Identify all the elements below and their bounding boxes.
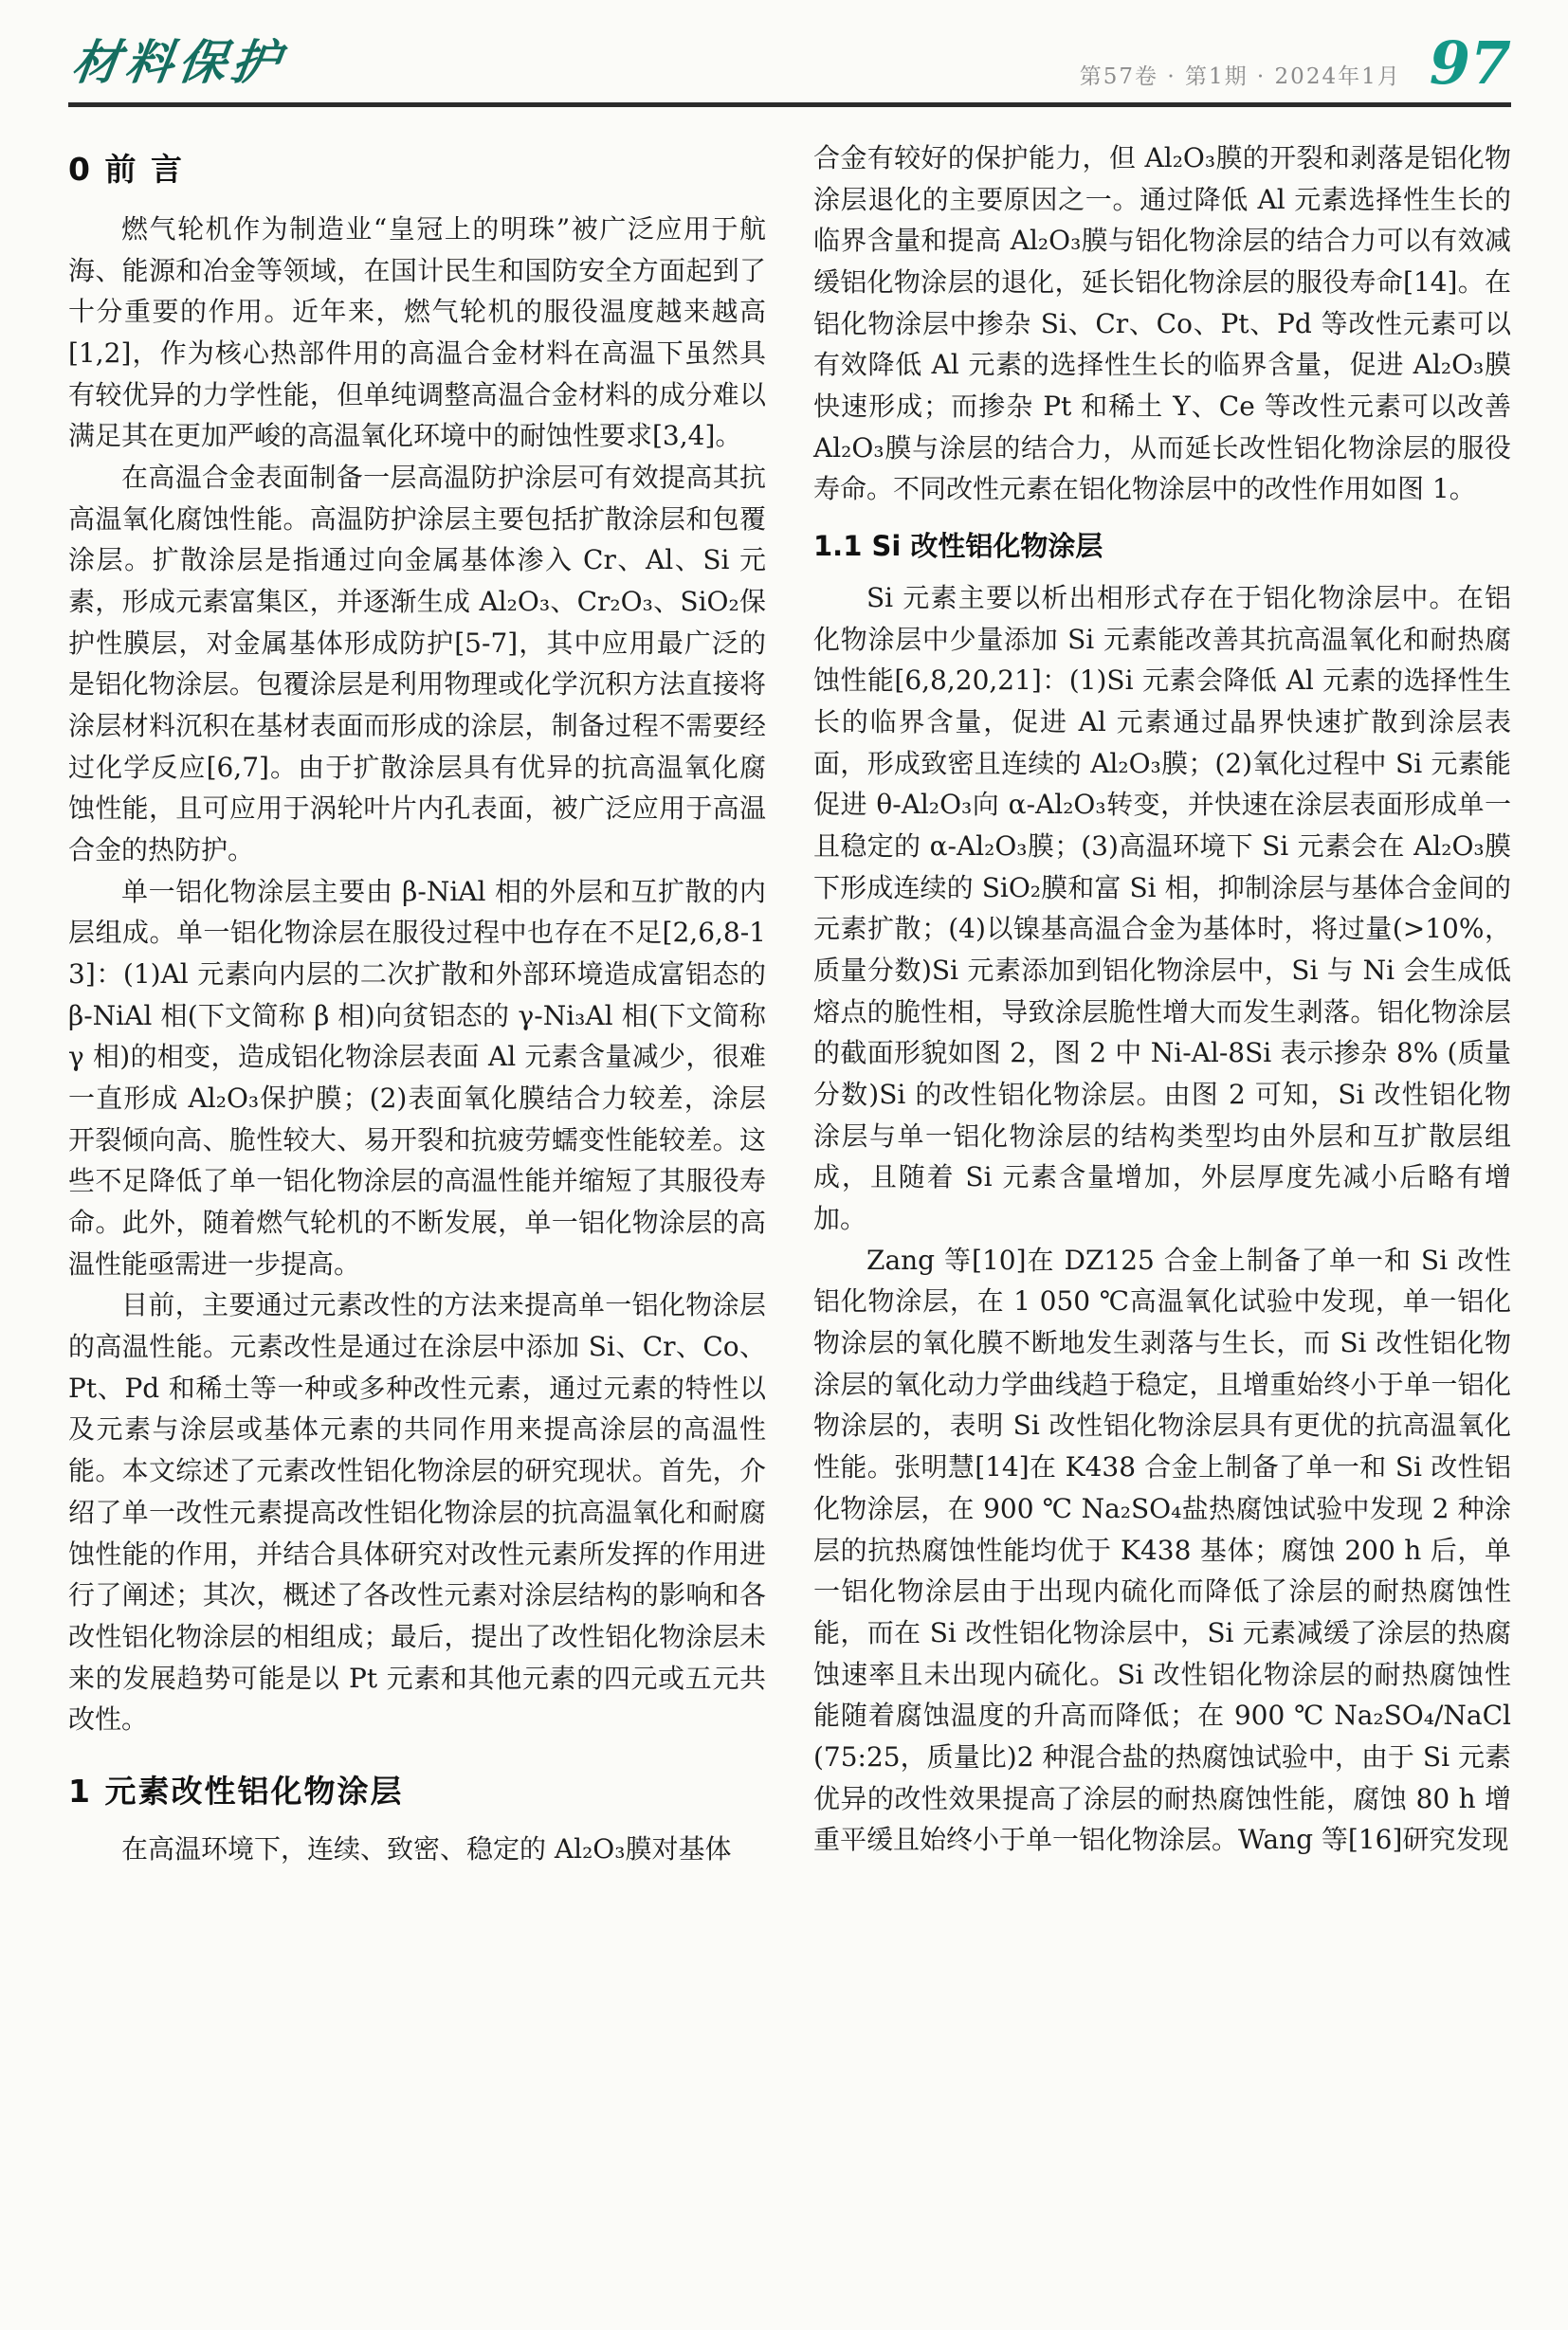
- si-paragraph-2: Zang 等[10]在 DZ125 合金上制备了单一和 Si 改性铝化物涂层，在 1 050 ℃高温氧化试验中发现，单一铝化物涂层的氧化膜不断地发生剥落与生长，而 Si 改性铝化物涂层的氧化动力学曲线趋于稳定，且增重始终小于单一铝化物涂层的，表明 Si 改性铝化物涂层具有更优的抗高温氧化性能。张明慧[14]在 K438 合金上制备了单一和 Si 改性铝化物涂层，在 900 ℃ Na₂SO₄盐热腐蚀试验中发现 2 种涂层的抗热腐蚀性能均优于 K438 基体；腐蚀 200 h 后，单一铝化物涂层由于出现内硫化而降低了涂层的耐热腐蚀性能，而在 Si 改性铝化物涂层中，Si 元素减缓了涂层的热腐蚀速率且未出现内硫化。Si 改性铝化物涂层的耐热腐蚀性能随着腐蚀温度的升高而降低；在 900 ℃ Na₂SO₄/NaCl (75:25，质量比)2 种混合盐的热腐蚀试验中，由于 Si 元素优异的改性效果提高了涂层的耐热腐蚀性能，腐蚀 80 h 增重平缓且始终小于单一铝化物涂层。Wang 等[16]研究发现: [813, 1244, 1511, 1856]
- section-heading-1: 1 元素改性铝化物涂层: [68, 1772, 404, 1810]
- left-column: [68, 137, 766, 1870]
- subsection-heading-1-1: 1.1 Si 改性铝化物涂层: [813, 530, 1103, 563]
- header-right: [1079, 28, 1511, 98]
- issue-info: 第57卷 · 第1期 · 2024年1月: [1079, 64, 1401, 89]
- page-number: 97: [1429, 28, 1511, 98]
- journal-logo: 材料保护: [68, 34, 289, 90]
- intro-paragraph-2: 在高温合金表面制备一层高温防护涂层可有效提高其抗高温氧化腐蚀性能。高温防护涂层主要包括扩散涂层和包覆涂层。扩散涂层是指通过向金属基体渗入 Cr、Al、Si 元素，形成元素富集区，并逐渐生成 Al₂O₃、Cr₂O₃、SiO₂保护性膜层，对金属基体形成防护[5-7]，其中应用最广泛的是铝化物涂层。包覆涂层是利用物理或化学沉积方法直接将涂层材料沉积在基材表面而形成的涂层，制备过程不需要经过化学反应[6,7]。由于扩散涂层具有优异的抗高温氧化腐蚀性能，且可应用于涡轮叶片内孔表面，被广泛应用于高温合金的热防护。: [68, 462, 766, 866]
- page-header: [68, 27, 1511, 98]
- si-paragraph-1: Si 元素主要以析出相形式存在于铝化物涂层中。在铝化物涂层中少量添加 Si 元素能改善其抗高温氧化和耐热腐蚀性能[6,8,20,21]：(1)Si 元素会降低 Al 元素的选择性生长的临界含量，促进 Al 元素通过晶界快速扩散到涂层表面，形成致密且连续的 Al₂O₃膜；(2)氧化过程中 Si 元素能促进 θ-Al₂O₃向 α-Al₂O₃转变，并快速在涂层表面形成单一且稳定的 α-Al₂O₃膜；(3)高温环境下 Si 元素会在 Al₂O₃膜下形成连续的 SiO₂膜和富 Si 相，抑制涂层与基体合金间的元素扩散；(4)以镍基高温合金为基体时，将过量(>10%，质量分数)Si 元素添加到铝化物涂层中，Si 与 Ni 会生成低熔点的脆性相，导致涂层脆性增大而发生剥落。铝化物涂层的截面形貌如图 2，图 2 中 Ni-Al-8Si 表示掺杂 8% (质量分数)Si 的改性铝化物涂层。由图 2 可知，Si 改性铝化物涂层与单一铝化物涂层的结构类型均由外层和互扩散层组成，且随着 Si 元素含量增加，外层厚度先减小后略有增加。: [813, 582, 1511, 1235]
- right-column: [813, 137, 1511, 1870]
- intro-paragraph-1: 燃气轮机作为制造业“皇冠上的明珠”被广泛应用于航海、能源和冶金等领域，在国计民生和国防安全方面起到了十分重要的作用。近年来，燃气轮机的服役温度越来越高[1,2]，作为核心热部件用的高温合金材料在高温下虽然具有较优异的力学性能，但单纯调整高温合金材料的成分难以满足其在更加严峻的高温氧化环境中的耐蚀性要求[3,4]。: [68, 213, 766, 452]
- header-rule: [68, 102, 1511, 107]
- article-body: [68, 137, 1511, 1870]
- section1-paragraph-start: 在高温环境下，连续、致密、稳定的 Al₂O₃膜对基体: [121, 1832, 732, 1865]
- intro-paragraph-3: 单一铝化物涂层主要由 β-NiAl 相的外层和互扩散的内层组成。单一铝化物涂层在服役过程中也存在不足[2,6,8-13]：(1)Al 元素向内层的二次扩散和外部环境造成富铝态的 β-NiAl 相(下文简称 β 相)向贫铝态的 γ-Ni₃Al 相(下文简称 γ 相)的相变，造成铝化物涂层表面 Al 元素含量减少，很难一直形成 Al₂O₃保护膜；(2)表面氧化膜结合力较差，涂层开裂倾向高、脆性较大、易开裂和抗疲劳蠕变性能较差。这些不足降低了单一铝化物涂层的高温性能并缩短了其服役寿命。此外，随着燃气轮机的不断发展，单一铝化物涂层的高温性能亟需进一步提高。: [68, 875, 766, 1280]
- section-heading-intro: 0 前 言: [68, 151, 184, 188]
- section1-paragraph-continued: 合金有较好的保护能力，但 Al₂O₃膜的开裂和剥落是铝化物涂层退化的主要原因之一。通过降低 Al 元素选择性生长的临界含量和提高 Al₂O₃膜与铝化物涂层的结合力可以有效减缓铝化物涂层的退化，延长铝化物涂层的服役寿命[14]。在铝化物涂层中掺杂 Si、Cr、Co、Pt、Pd 等改性元素可以有效降低 Al 元素的选择性生长的临界含量，促进 Al₂O₃膜快速形成；而掺杂 Pt 和稀土 Y、Ce 等改性元素可以改善 Al₂O₃膜与涂层的结合力，从而延长改性铝化物涂层的服役寿命。不同改性元素在铝化物涂层中的改性作用如图 1。: [813, 142, 1511, 505]
- intro-paragraph-4: 目前，主要通过元素改性的方法来提高单一铝化物涂层的高温性能。元素改性是通过在涂层中添加 Si、Cr、Co、Pt、Pd 和稀土等一种或多种改性元素，通过元素的特性以及元素与涂层或基体元素的共同作用来提高涂层的高温性能。本文综述了元素改性铝化物涂层的研究现状。首先，介绍了单一改性元素提高改性铝化物涂层的抗高温氧化和耐腐蚀性能的作用，并结合具体研究对改性元素所发挥的作用进行了阐述；其次，概述了各改性元素对涂层结构的影响和各改性铝化物涂层的相组成；最后，提出了改性铝化物涂层未来的发展趋势可能是以 Pt 元素和其他元素的四元或五元共改性。: [68, 1289, 766, 1736]
